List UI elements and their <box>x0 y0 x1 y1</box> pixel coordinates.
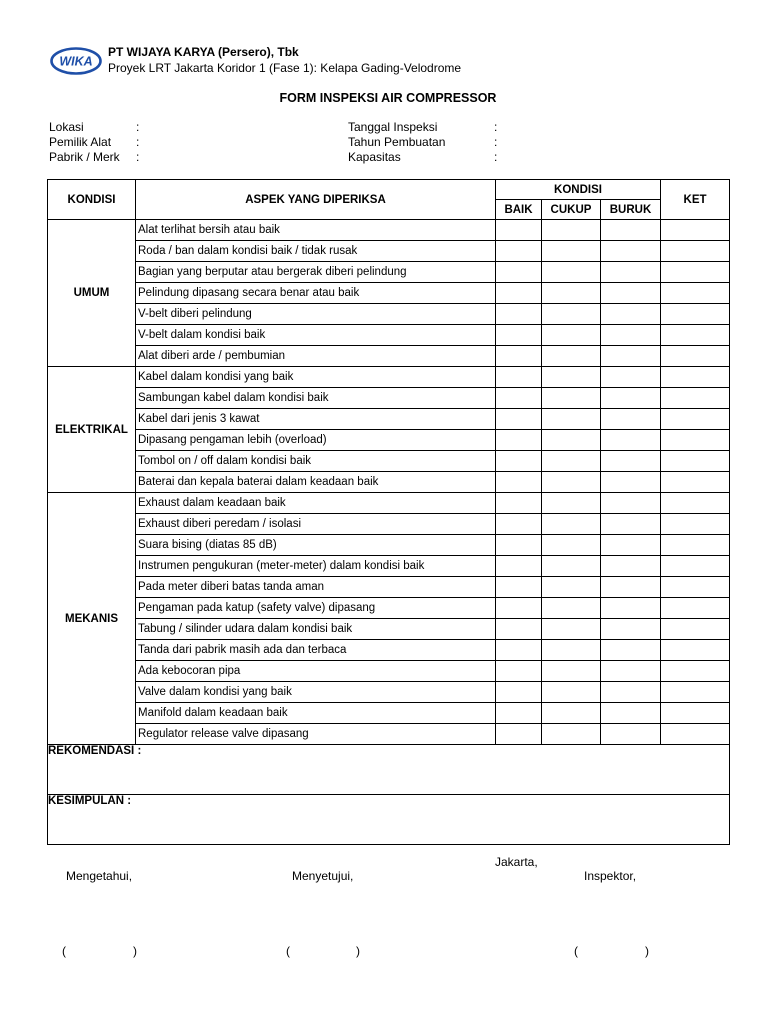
ket-cell[interactable] <box>661 241 730 262</box>
aspect-item: Baterai dan kepala baterai dalam keadaan baik <box>136 472 496 493</box>
table-row <box>48 430 730 451</box>
menyetujui-label: Menyetujui, <box>292 869 354 883</box>
ket-cell[interactable] <box>661 367 730 388</box>
ket-cell[interactable] <box>661 724 730 745</box>
buruk-cell[interactable] <box>601 430 661 451</box>
cukup-cell[interactable] <box>542 325 601 346</box>
header-aspek: ASPEK YANG DIPERIKSA <box>136 180 496 220</box>
baik-cell[interactable] <box>496 724 542 745</box>
aspect-item: Exhaust diberi peredam / isolasi <box>136 514 496 535</box>
table-row <box>48 619 730 640</box>
buruk-cell[interactable] <box>601 409 661 430</box>
cukup-cell[interactable] <box>542 283 601 304</box>
baik-cell[interactable] <box>496 493 542 514</box>
inspection-table <box>47 179 730 845</box>
buruk-cell[interactable] <box>601 283 661 304</box>
aspect-item: Tabung / silinder udara dalam kondisi baik <box>136 619 496 640</box>
baik-cell[interactable] <box>496 556 542 577</box>
cukup-cell[interactable] <box>542 661 601 682</box>
ket-cell[interactable] <box>661 220 730 241</box>
table-row <box>48 304 730 325</box>
buruk-cell[interactable] <box>601 598 661 619</box>
pabrik-merk-colon: : <box>136 150 140 164</box>
table-row <box>48 703 730 724</box>
baik-cell[interactable] <box>496 598 542 619</box>
meta-left-labels <box>49 120 120 165</box>
ket-cell[interactable] <box>661 430 730 451</box>
table-row <box>48 682 730 703</box>
group-label: ELEKTRIKAL <box>48 367 136 493</box>
header-buruk: BURUK <box>601 200 661 220</box>
cukup-cell[interactable] <box>542 304 601 325</box>
buruk-cell[interactable] <box>601 703 661 724</box>
aspect-item: Kabel dari jenis 3 kawat <box>136 409 496 430</box>
baik-cell[interactable] <box>496 304 542 325</box>
buruk-cell[interactable] <box>601 724 661 745</box>
aspect-item: Suara bising (diatas 85 dB) <box>136 535 496 556</box>
buruk-cell[interactable] <box>601 661 661 682</box>
ket-cell[interactable] <box>661 640 730 661</box>
baik-cell[interactable] <box>496 619 542 640</box>
cukup-cell[interactable] <box>542 556 601 577</box>
cukup-cell[interactable] <box>542 472 601 493</box>
kapasitas-colon: : <box>494 150 498 164</box>
aspect-item: Pelindung dipasang secara benar atau baik <box>136 283 496 304</box>
aspect-item: V-belt dalam kondisi baik <box>136 325 496 346</box>
aspect-item: V-belt diberi pelindung <box>136 304 496 325</box>
menyetujui-close-paren: ) <box>356 944 360 958</box>
aspect-item: Pada meter diberi batas tanda aman <box>136 577 496 598</box>
aspect-item: Dipasang pengaman lebih (overload) <box>136 430 496 451</box>
baik-cell[interactable] <box>496 346 542 367</box>
aspect-item: Pengaman pada katup (safety valve) dipasang <box>136 598 496 619</box>
meta-right-colons <box>494 120 497 165</box>
aspect-item: Alat terlihat bersih atau baik <box>136 220 496 241</box>
cukup-cell[interactable] <box>542 619 601 640</box>
aspect-item: Roda / ban dalam kondisi baik / tidak rusak <box>136 241 496 262</box>
baik-cell[interactable] <box>496 514 542 535</box>
cukup-cell[interactable] <box>542 262 601 283</box>
buruk-cell[interactable] <box>601 367 661 388</box>
buruk-cell[interactable] <box>601 304 661 325</box>
table-row <box>48 325 730 346</box>
city-label: Jakarta, <box>495 855 538 869</box>
table-row <box>48 388 730 409</box>
cukup-cell[interactable] <box>542 388 601 409</box>
kesimpulan-label: KESIMPULAN : <box>48 795 132 807</box>
cukup-cell[interactable] <box>542 493 601 514</box>
table-row <box>48 577 730 598</box>
cukup-cell[interactable] <box>542 514 601 535</box>
group-label: MEKANIS <box>48 493 136 745</box>
buruk-cell[interactable] <box>601 325 661 346</box>
aspect-item: Tanda dari pabrik masih ada dan terbaca <box>136 640 496 661</box>
lokasi-colon: : <box>136 120 140 134</box>
baik-cell[interactable] <box>496 409 542 430</box>
header-kondisi: KONDISI <box>48 180 136 220</box>
table-row <box>48 241 730 262</box>
ket-cell[interactable] <box>661 703 730 724</box>
baik-cell[interactable] <box>496 577 542 598</box>
aspect-item: Exhaust dalam keadaan baik <box>136 493 496 514</box>
pemilik-alat-colon: : <box>136 135 140 149</box>
tanggal-inspeksi-colon: : <box>494 120 498 134</box>
inspektor-label: Inspektor, <box>584 869 637 883</box>
inspektor-close-paren: ) <box>645 944 649 958</box>
table-row <box>48 724 730 745</box>
table-row <box>48 262 730 283</box>
baik-cell[interactable] <box>496 682 542 703</box>
cukup-cell[interactable] <box>542 220 601 241</box>
table-row <box>48 472 730 493</box>
cukup-cell[interactable] <box>542 409 601 430</box>
ket-cell[interactable] <box>661 514 730 535</box>
table-row <box>48 346 730 367</box>
buruk-cell[interactable] <box>601 262 661 283</box>
cukup-cell[interactable] <box>542 724 601 745</box>
buruk-cell[interactable] <box>601 535 661 556</box>
buruk-cell[interactable] <box>601 514 661 535</box>
ket-cell[interactable] <box>661 619 730 640</box>
buruk-cell[interactable] <box>601 388 661 409</box>
aspect-item: Kabel dalam kondisi yang baik <box>136 367 496 388</box>
ket-cell[interactable] <box>661 535 730 556</box>
aspect-item: Alat diberi arde / pembumian <box>136 346 496 367</box>
header-kondisi-group: KONDISI <box>496 180 661 200</box>
buruk-cell[interactable] <box>601 472 661 493</box>
logo-text: WIKA <box>59 54 93 69</box>
tanggal-inspeksi-label: Tanggal Inspeksi <box>348 120 438 134</box>
baik-cell[interactable] <box>496 283 542 304</box>
company-name: PT WIJAYA KARYA (Persero), Tbk <box>108 45 299 59</box>
tahun-pembuatan-label: Tahun Pembuatan <box>348 135 446 149</box>
buruk-cell[interactable] <box>601 220 661 241</box>
baik-cell[interactable] <box>496 661 542 682</box>
cukup-cell[interactable] <box>542 367 601 388</box>
buruk-cell[interactable] <box>601 451 661 472</box>
ket-cell[interactable] <box>661 451 730 472</box>
ket-cell[interactable] <box>661 577 730 598</box>
ket-cell[interactable] <box>661 682 730 703</box>
baik-cell[interactable] <box>496 640 542 661</box>
baik-cell[interactable] <box>496 241 542 262</box>
kapasitas-label: Kapasitas <box>348 150 401 164</box>
project-name: Proyek LRT Jakarta Koridor 1 (Fase 1): Kelapa Gading-Velodrome <box>108 61 462 75</box>
cukup-cell[interactable] <box>542 241 601 262</box>
mengetahui-close-paren: ) <box>133 944 137 958</box>
ket-cell[interactable] <box>661 262 730 283</box>
cukup-cell[interactable] <box>542 346 601 367</box>
mengetahui-open-paren: ( <box>62 944 66 958</box>
baik-cell[interactable] <box>496 472 542 493</box>
header-ket: KET <box>661 180 730 220</box>
baik-cell[interactable] <box>496 535 542 556</box>
buruk-cell[interactable] <box>601 556 661 577</box>
baik-cell[interactable] <box>496 388 542 409</box>
aspect-item: Instrumen pengukuran (meter-meter) dalam kondisi baik <box>136 556 496 577</box>
kesimpulan-box[interactable] <box>48 795 730 845</box>
rekomendasi-label: REKOMENDASI : <box>48 745 142 757</box>
buruk-cell[interactable] <box>601 682 661 703</box>
ket-cell[interactable] <box>661 661 730 682</box>
header-cukup: CUKUP <box>542 200 601 220</box>
cukup-cell[interactable] <box>542 535 601 556</box>
tahun-pembuatan-colon: : <box>494 135 498 149</box>
table-row <box>48 493 730 514</box>
header-baik: BAIK <box>496 200 542 220</box>
inspektor-open-paren: ( <box>574 944 578 958</box>
table-row <box>48 220 730 241</box>
ket-cell[interactable] <box>661 409 730 430</box>
table-row <box>48 514 730 535</box>
table-row <box>48 556 730 577</box>
baik-cell[interactable] <box>496 703 542 724</box>
table-row <box>48 409 730 430</box>
baik-cell[interactable] <box>496 430 542 451</box>
table-row <box>48 598 730 619</box>
aspect-item: Regulator release valve dipasang <box>136 724 496 745</box>
aspect-item: Bagian yang berputar atau bergerak diberi pelindung <box>136 262 496 283</box>
cukup-cell[interactable] <box>542 703 601 724</box>
mengetahui-label: Mengetahui, <box>66 869 133 883</box>
meta-left-colons <box>136 120 139 165</box>
buruk-cell[interactable] <box>601 346 661 367</box>
cukup-cell[interactable] <box>542 598 601 619</box>
table-row <box>48 661 730 682</box>
meta-right-labels <box>348 120 445 165</box>
pabrik-merk-label: Pabrik / Merk <box>49 150 120 164</box>
lokasi-label: Lokasi <box>49 120 84 134</box>
baik-cell[interactable] <box>496 262 542 283</box>
ket-cell[interactable] <box>661 346 730 367</box>
cukup-cell[interactable] <box>542 430 601 451</box>
ket-cell[interactable] <box>661 472 730 493</box>
table-row <box>48 367 730 388</box>
table-row <box>48 451 730 472</box>
baik-cell[interactable] <box>496 367 542 388</box>
aspect-item: Ada kebocoran pipa <box>136 661 496 682</box>
buruk-cell[interactable] <box>601 640 661 661</box>
ket-cell[interactable] <box>661 304 730 325</box>
aspect-item: Manifold dalam keadaan baik <box>136 703 496 724</box>
ket-cell[interactable] <box>661 325 730 346</box>
baik-cell[interactable] <box>496 220 542 241</box>
buruk-cell[interactable] <box>601 619 661 640</box>
pemilik-alat-label: Pemilik Alat <box>49 135 112 149</box>
table-row <box>48 640 730 661</box>
buruk-cell[interactable] <box>601 493 661 514</box>
baik-cell[interactable] <box>496 325 542 346</box>
baik-cell[interactable] <box>496 451 542 472</box>
ket-cell[interactable] <box>661 598 730 619</box>
buruk-cell[interactable] <box>601 577 661 598</box>
aspect-item: Valve dalam kondisi yang baik <box>136 682 496 703</box>
buruk-cell[interactable] <box>601 241 661 262</box>
cukup-cell[interactable] <box>542 577 601 598</box>
table-row <box>48 283 730 304</box>
cukup-cell[interactable] <box>542 682 601 703</box>
ket-cell[interactable] <box>661 388 730 409</box>
menyetujui-open-paren: ( <box>286 944 290 958</box>
group-label: UMUM <box>48 220 136 367</box>
form-title: FORM INSPEKSI AIR COMPRESSOR <box>279 91 497 105</box>
cukup-cell[interactable] <box>542 640 601 661</box>
ket-cell[interactable] <box>661 556 730 577</box>
table-body <box>48 220 730 745</box>
table-row <box>48 535 730 556</box>
rekomendasi-box[interactable] <box>48 745 730 795</box>
ket-cell[interactable] <box>661 493 730 514</box>
wika-logo <box>50 47 102 75</box>
ket-cell[interactable] <box>661 283 730 304</box>
aspect-item: Sambungan kabel dalam kondisi baik <box>136 388 496 409</box>
aspect-item: Tombol on / off dalam kondisi baik <box>136 451 496 472</box>
cukup-cell[interactable] <box>542 451 601 472</box>
